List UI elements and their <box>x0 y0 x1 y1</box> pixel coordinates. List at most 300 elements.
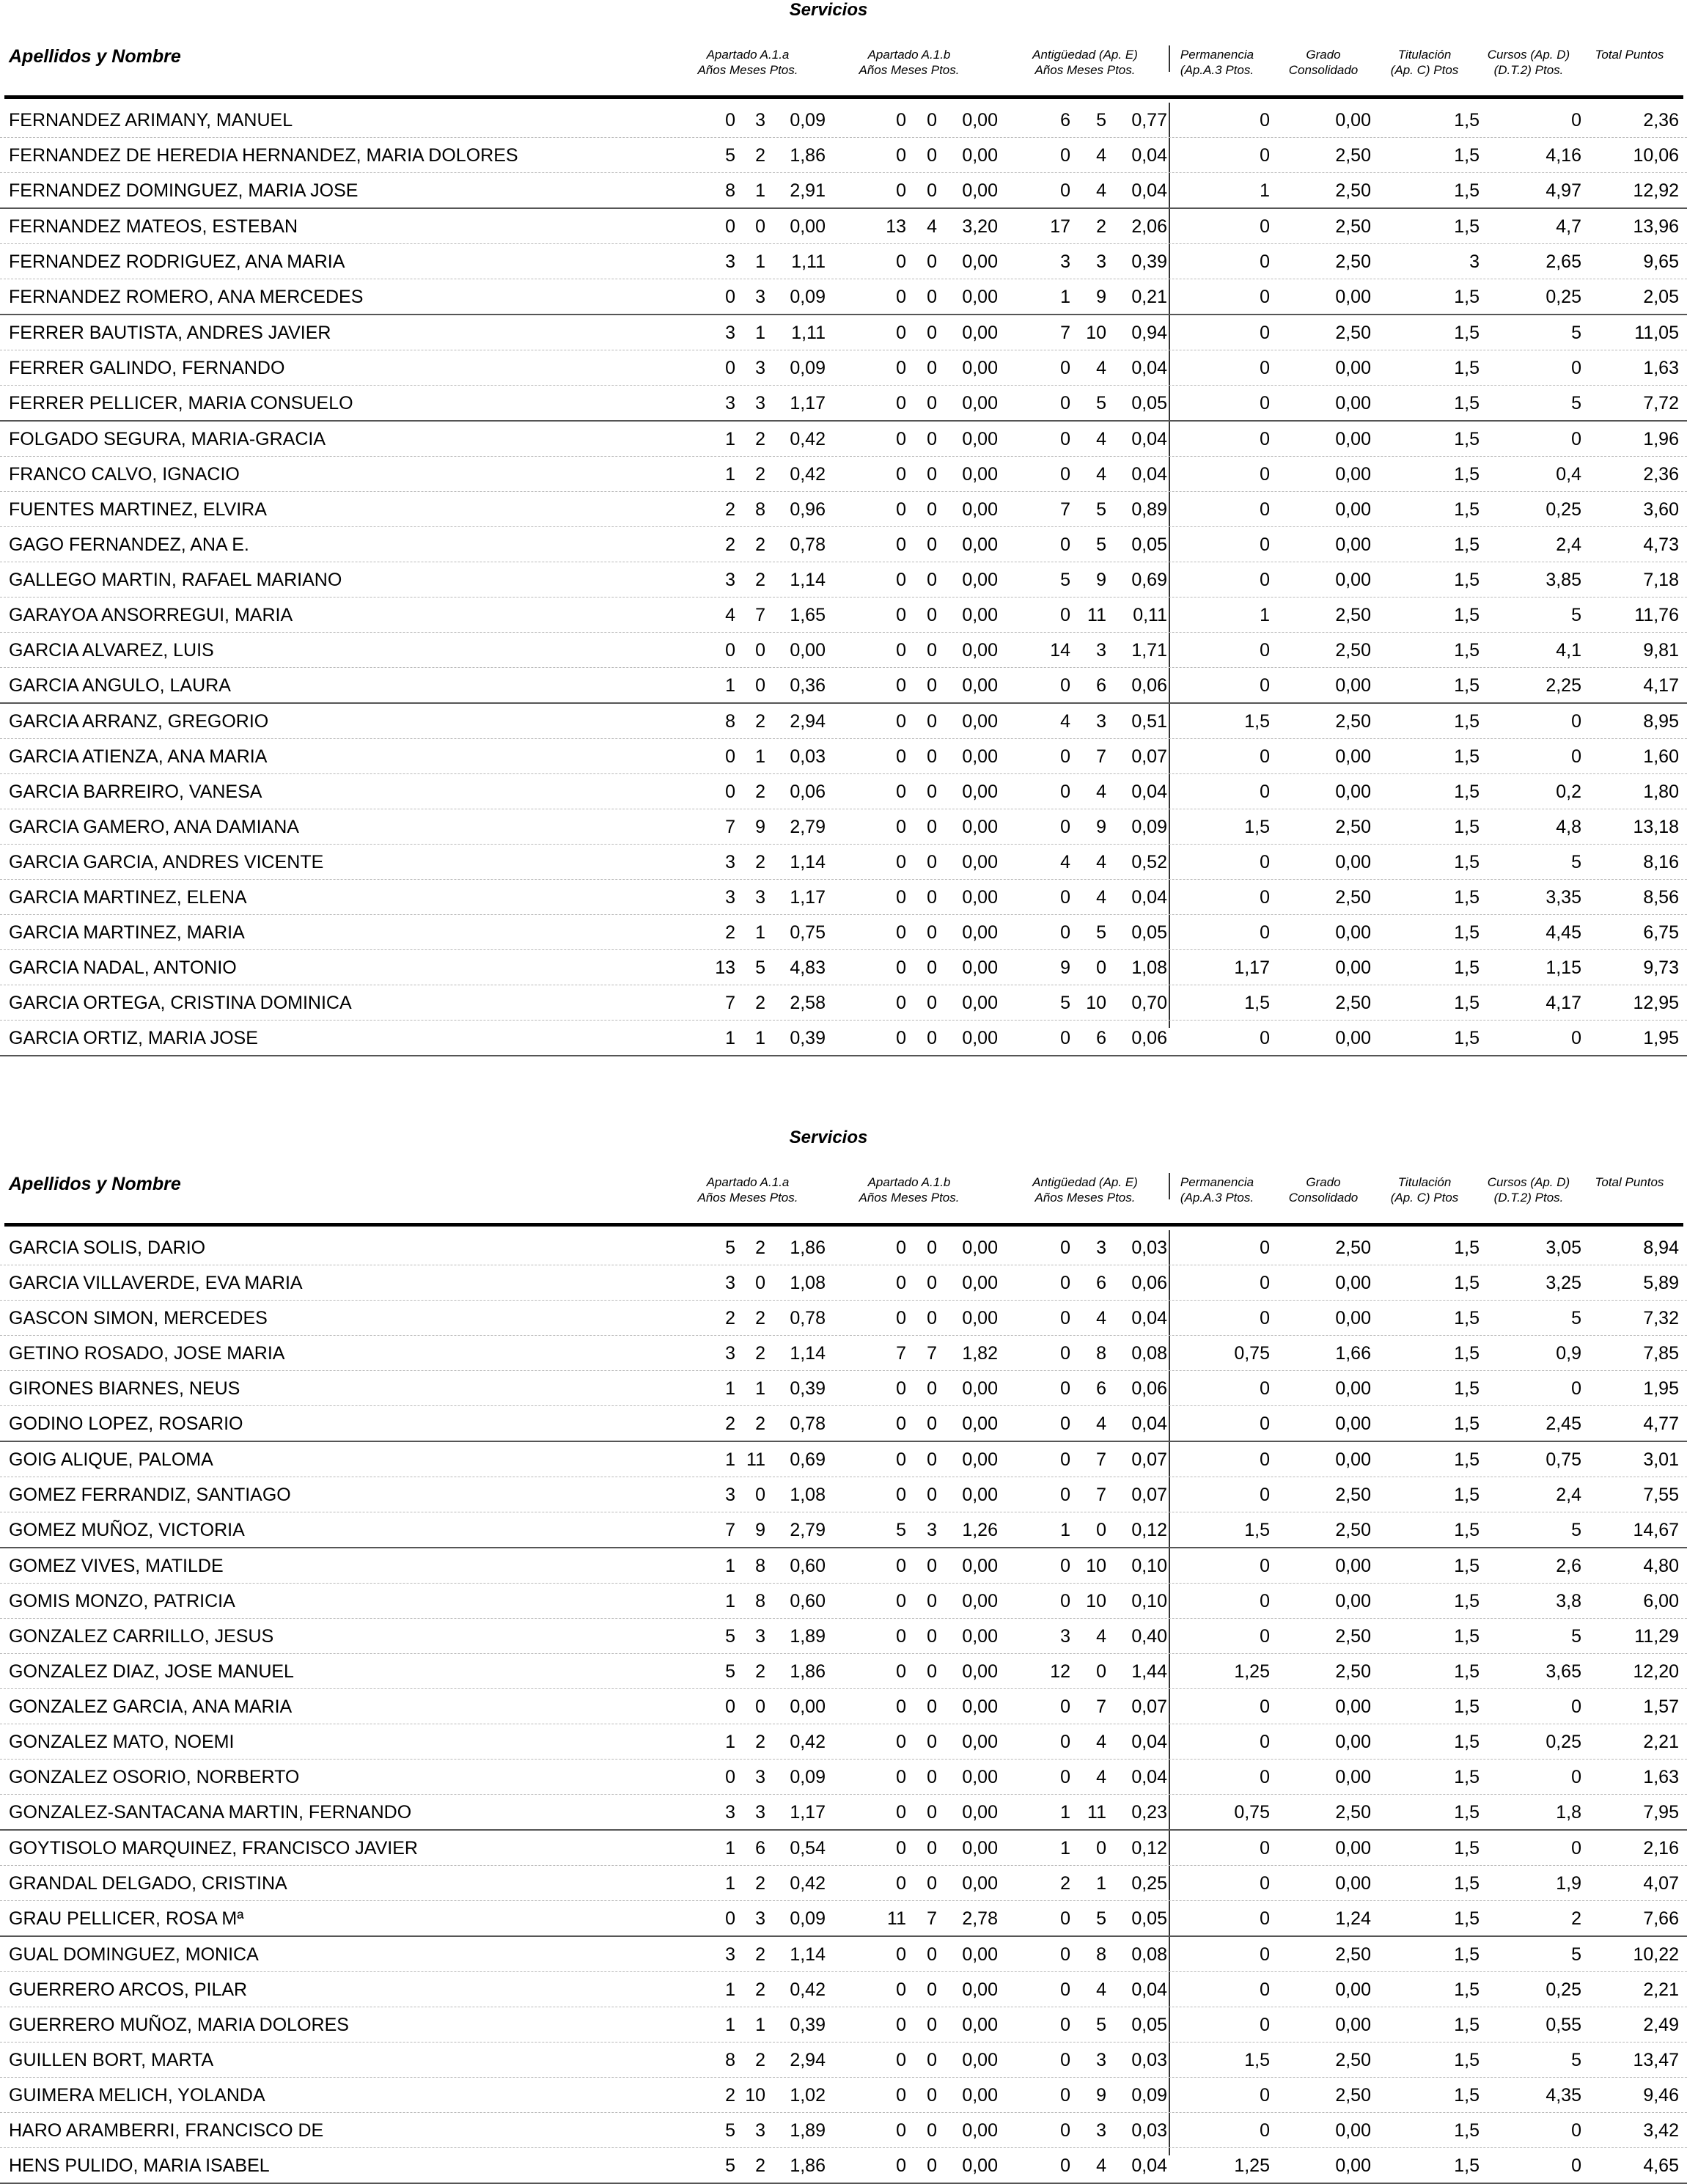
cell-a1a-points: 0,42 <box>790 464 826 485</box>
cell-permanencia: 1 <box>1260 180 1270 201</box>
cell-a1a-years: 4 <box>725 605 735 625</box>
cell-a1b-points: 0,00 <box>962 1413 998 1434</box>
cell-permanencia: 0 <box>1260 1838 1270 1858</box>
cell-a1a-points: 1,14 <box>790 1944 826 1965</box>
cell-antig-years: 0 <box>1060 2155 1070 2176</box>
cell-grado: 0,00 <box>1335 287 1371 307</box>
cell-a1a-years: 0 <box>725 1908 735 1929</box>
cell-antig-months: 3 <box>1096 2120 1106 2141</box>
cell-a1b-years: 0 <box>896 1944 906 1965</box>
col-header-grado: Grado Consolidado <box>1288 1175 1359 1205</box>
table-row <box>0 1512 1687 1548</box>
cell-permanencia: 0 <box>1260 1696 1270 1717</box>
cell-a1a-years: 1 <box>725 1979 735 2000</box>
table-row <box>0 244 1687 279</box>
cell-cursos: 2,6 <box>1556 1556 1581 1576</box>
cell-permanencia: 0 <box>1260 358 1270 378</box>
cell-a1b-years: 0 <box>896 817 906 837</box>
cell-a1a-months: 2 <box>755 464 765 485</box>
cell-antig-years: 0 <box>1060 922 1070 943</box>
cell-a1b-points: 0,00 <box>962 2120 998 2141</box>
cell-name: FERNANDEZ ROMERO, ANA MERCEDES <box>9 287 364 307</box>
cell-total: 13,47 <box>1633 2050 1679 2070</box>
cell-titulacion: 1,5 <box>1454 817 1480 837</box>
cell-a1a-years: 1 <box>725 1873 735 1894</box>
cell-antig-years: 0 <box>1060 1591 1070 1611</box>
cell-antig-months: 5 <box>1096 534 1106 555</box>
cell-a1b-points: 0,00 <box>962 2085 998 2106</box>
cell-a1a-points: 1,86 <box>790 1661 826 1682</box>
cell-titulacion: 1,5 <box>1454 110 1480 130</box>
cell-grado: 0,00 <box>1335 499 1371 520</box>
cell-grado: 2,50 <box>1335 993 1371 1013</box>
table-row <box>0 1021 1687 1056</box>
cell-a1b-points: 0,00 <box>962 464 998 485</box>
cell-cursos: 4,35 <box>1546 2085 1581 2106</box>
cell-a1b-months: 0 <box>927 817 937 837</box>
cell-antig-years: 0 <box>1060 675 1070 696</box>
col-header-total: Total Puntos <box>1595 1175 1664 1189</box>
cell-a1a-months: 7 <box>755 605 765 625</box>
cell-titulacion: 1,5 <box>1454 570 1480 590</box>
cell-cursos: 4,45 <box>1546 922 1581 943</box>
cell-titulacion: 1,5 <box>1454 640 1480 661</box>
cell-a1a-years: 3 <box>725 1273 735 1293</box>
cell-a1a-points: 1,17 <box>790 887 826 908</box>
cell-antig-years: 0 <box>1060 817 1070 837</box>
cell-cursos: 4,1 <box>1556 640 1581 661</box>
cell-titulacion: 1,5 <box>1454 1908 1480 1929</box>
cell-antig-years: 5 <box>1060 993 1070 1013</box>
cell-a1a-points: 0,39 <box>790 1378 826 1399</box>
cell-cursos: 0 <box>1571 1838 1581 1858</box>
cell-cursos: 5 <box>1571 1944 1581 1965</box>
cell-a1a-months: 1 <box>755 1028 765 1048</box>
cell-titulacion: 1,5 <box>1454 2155 1480 2176</box>
cell-a1b-years: 0 <box>896 1413 906 1434</box>
table-row <box>0 1866 1687 1901</box>
cell-antig-years: 1 <box>1060 1802 1070 1823</box>
cell-name: GODINO LOPEZ, ROSARIO <box>9 1413 243 1434</box>
table-row <box>0 2078 1687 2113</box>
cell-antig-points: 0,04 <box>1131 887 1167 908</box>
cell-total: 4,07 <box>1643 1873 1679 1894</box>
cell-titulacion: 1,5 <box>1454 1449 1480 1470</box>
cell-cursos: 0 <box>1571 358 1581 378</box>
cell-permanencia: 0 <box>1260 1378 1270 1399</box>
cell-antig-points: 0,94 <box>1131 323 1167 343</box>
cell-permanencia: 0 <box>1260 1238 1270 1258</box>
table-row <box>0 633 1687 668</box>
cell-a1b-months: 0 <box>927 1308 937 1328</box>
cell-grado: 1,24 <box>1335 1908 1371 1929</box>
cell-a1b-points: 0,00 <box>962 2050 998 2070</box>
cell-grado: 0,00 <box>1335 2120 1371 2141</box>
cell-a1b-years: 0 <box>896 605 906 625</box>
cell-a1b-months: 0 <box>927 675 937 696</box>
cell-a1a-months: 3 <box>755 1626 765 1647</box>
cell-cursos: 0 <box>1571 2120 1581 2141</box>
cell-a1b-months: 0 <box>927 287 937 307</box>
cell-a1a-years: 2 <box>725 1308 735 1328</box>
cell-total: 11,29 <box>1634 1626 1679 1647</box>
cell-a1b-points: 0,00 <box>962 1873 998 1894</box>
cell-antig-months: 4 <box>1096 464 1106 485</box>
cell-a1b-months: 0 <box>927 1028 937 1048</box>
cell-a1a-years: 2 <box>725 1413 735 1434</box>
cell-a1b-years: 0 <box>896 1556 906 1576</box>
cell-total: 14,67 <box>1633 1520 1679 1540</box>
cell-a1a-months: 2 <box>755 1661 765 1682</box>
cell-titulacion: 1,5 <box>1454 711 1480 732</box>
cell-antig-points: 0,04 <box>1131 180 1167 201</box>
cell-total: 12,92 <box>1633 180 1679 201</box>
cell-total: 1,96 <box>1643 429 1679 449</box>
cell-a1a-points: 0,78 <box>790 1413 826 1434</box>
cell-a1b-months: 0 <box>927 1378 937 1399</box>
cell-grado: 0,00 <box>1335 1378 1371 1399</box>
cell-titulacion: 1,5 <box>1454 852 1480 872</box>
cell-a1b-points: 0,00 <box>962 358 998 378</box>
cell-grado: 2,50 <box>1335 1661 1371 1682</box>
cell-name: GOYTISOLO MARQUINEZ, FRANCISCO JAVIER <box>9 1838 418 1858</box>
cell-antig-points: 0,03 <box>1131 2120 1167 2141</box>
cell-a1a-months: 2 <box>755 2155 765 2176</box>
cell-name: GUILLEN BORT, MARTA <box>9 2050 214 2070</box>
cell-antig-points: 0,09 <box>1131 817 1167 837</box>
cell-a1b-points: 0,00 <box>962 1944 998 1965</box>
cell-a1a-points: 0,42 <box>790 1979 826 2000</box>
cell-permanencia: 0 <box>1260 570 1270 590</box>
cell-a1b-years: 0 <box>896 2015 906 2035</box>
cell-a1a-months: 0 <box>755 1696 765 1717</box>
cell-a1a-months: 1 <box>755 922 765 943</box>
cell-a1a-points: 0,00 <box>790 1696 826 1717</box>
cell-a1a-points: 2,91 <box>790 180 826 201</box>
cell-antig-points: 0,05 <box>1131 1908 1167 1929</box>
cell-a1a-years: 2 <box>725 922 735 943</box>
cell-a1a-months: 2 <box>755 782 765 802</box>
cell-antig-years: 3 <box>1060 251 1070 272</box>
cell-a1a-points: 0,00 <box>790 640 826 661</box>
cell-a1a-months: 2 <box>755 1873 765 1894</box>
cell-a1a-points: 0,09 <box>790 110 826 130</box>
cell-antig-years: 0 <box>1060 1732 1070 1752</box>
cell-a1a-points: 2,79 <box>790 1520 826 1540</box>
cell-name: FUENTES MARTINEZ, ELVIRA <box>9 499 267 520</box>
cell-a1a-points: 0,09 <box>790 358 826 378</box>
cell-name: GOMIS MONZO, PATRICIA <box>9 1591 235 1611</box>
table-row <box>0 1972 1687 2007</box>
cell-cursos: 4,16 <box>1546 145 1581 166</box>
cell-name: GARCIA MARTINEZ, ELENA <box>9 887 247 908</box>
cell-titulacion: 1,5 <box>1454 323 1480 343</box>
cell-permanencia: 0 <box>1260 145 1270 166</box>
cell-antig-points: 0,05 <box>1131 2015 1167 2035</box>
cell-grado: 2,50 <box>1335 1626 1371 1647</box>
cell-a1a-points: 0,42 <box>790 429 826 449</box>
cell-a1b-months: 0 <box>927 464 937 485</box>
cell-antig-points: 0,07 <box>1131 1696 1167 1717</box>
cell-antig-years: 0 <box>1060 1767 1070 1787</box>
cell-a1a-points: 2,94 <box>790 711 826 732</box>
cell-name: FERRER BAUTISTA, ANDRES JAVIER <box>9 323 331 343</box>
cell-a1b-years: 0 <box>896 534 906 555</box>
cell-cursos: 1,15 <box>1546 957 1581 978</box>
cell-total: 11,76 <box>1634 605 1679 625</box>
cell-name: FERNANDEZ DE HEREDIA HERNANDEZ, MARIA DOLORES <box>9 145 518 166</box>
cell-antig-years: 0 <box>1060 1273 1070 1293</box>
cell-antig-months: 3 <box>1096 251 1106 272</box>
cell-a1a-months: 3 <box>755 110 765 130</box>
cell-antig-months: 9 <box>1096 2085 1106 2106</box>
cell-a1a-points: 0,39 <box>790 2015 826 2035</box>
cell-antig-years: 0 <box>1060 1696 1070 1717</box>
cell-antig-months: 4 <box>1096 852 1106 872</box>
cell-a1b-years: 0 <box>896 180 906 201</box>
cell-antig-years: 5 <box>1060 570 1070 590</box>
cell-a1b-months: 0 <box>927 1944 937 1965</box>
cell-grado: 0,00 <box>1335 1413 1371 1434</box>
cell-a1b-points: 0,00 <box>962 640 998 661</box>
cell-a1a-points: 1,02 <box>790 2085 826 2106</box>
cell-antig-years: 0 <box>1060 464 1070 485</box>
cell-titulacion: 1,5 <box>1454 922 1480 943</box>
cell-permanencia: 0 <box>1260 1908 1270 1929</box>
cell-a1b-points: 0,00 <box>962 922 998 943</box>
cell-a1b-points: 0,00 <box>962 180 998 201</box>
section-title: Servicios <box>789 0 868 20</box>
table-row <box>0 492 1687 527</box>
table-row <box>0 2043 1687 2078</box>
cell-name: FERNANDEZ RODRIGUEZ, ANA MARIA <box>9 251 345 272</box>
cell-total: 7,95 <box>1643 1802 1679 1823</box>
cell-a1a-months: 6 <box>755 1838 765 1858</box>
cell-a1a-years: 1 <box>725 1028 735 1048</box>
cell-a1b-years: 0 <box>896 1838 906 1858</box>
table-row <box>0 173 1687 209</box>
cell-total: 1,60 <box>1643 746 1679 767</box>
cell-total: 6,00 <box>1643 1591 1679 1611</box>
table-row <box>0 1442 1687 1477</box>
cell-a1b-points: 0,00 <box>962 817 998 837</box>
table-row <box>0 1301 1687 1336</box>
cell-antig-months: 11 <box>1087 605 1106 625</box>
cell-a1a-years: 7 <box>725 1520 735 1540</box>
cell-a1a-months: 0 <box>755 1273 765 1293</box>
cell-titulacion: 1,5 <box>1454 1838 1480 1858</box>
cell-name: FERRER GALINDO, FERNANDO <box>9 358 285 378</box>
cell-a1b-points: 0,00 <box>962 1028 998 1048</box>
cell-a1a-months: 1 <box>755 2015 765 2035</box>
cell-a1b-years: 0 <box>896 993 906 1013</box>
cell-cursos: 5 <box>1571 323 1581 343</box>
cell-a1b-months: 0 <box>927 323 937 343</box>
cell-permanencia: 0 <box>1260 2015 1270 2035</box>
cell-a1a-months: 3 <box>755 1802 765 1823</box>
cell-antig-months: 1 <box>1096 1873 1106 1894</box>
cell-antig-months: 4 <box>1096 782 1106 802</box>
cell-antig-months: 5 <box>1096 1908 1106 1929</box>
cell-a1b-years: 0 <box>896 1767 906 1787</box>
cell-a1b-months: 0 <box>927 1273 937 1293</box>
cell-a1a-years: 5 <box>725 2120 735 2141</box>
col-header-titulacion: Titulación (Ap. C) Ptos <box>1390 1175 1459 1205</box>
cell-name: GOMEZ MUÑOZ, VICTORIA <box>9 1520 245 1540</box>
cell-a1a-months: 3 <box>755 2120 765 2141</box>
cell-a1a-years: 0 <box>725 640 735 661</box>
cell-a1b-points: 0,00 <box>962 675 998 696</box>
cell-name: GARCIA BARREIRO, VANESA <box>9 782 262 802</box>
cell-antig-months: 6 <box>1096 675 1106 696</box>
cell-grado: 0,00 <box>1335 2155 1371 2176</box>
cell-grado: 0,00 <box>1335 110 1371 130</box>
cell-permanencia: 0 <box>1260 429 1270 449</box>
cell-a1b-years: 0 <box>896 2120 906 2141</box>
cell-name: GRAU PELLICER, ROSA Mª <box>9 1908 244 1929</box>
cell-titulacion: 1,5 <box>1454 1696 1480 1717</box>
cell-a1b-years: 0 <box>896 2050 906 2070</box>
cell-a1b-years: 0 <box>896 1308 906 1328</box>
cell-a1b-points: 0,00 <box>962 287 998 307</box>
cell-cursos: 3,05 <box>1546 1238 1581 1258</box>
table-row <box>0 562 1687 598</box>
cell-a1b-months: 0 <box>927 534 937 555</box>
cell-grado: 2,50 <box>1335 887 1371 908</box>
cell-antig-months: 0 <box>1096 1838 1106 1858</box>
cell-titulacion: 1,5 <box>1454 993 1480 1013</box>
col-header-a1a: Apartado A.1.a Años Meses Ptos. <box>697 48 798 77</box>
cell-antig-months: 5 <box>1096 393 1106 413</box>
cell-antig-months: 7 <box>1096 1696 1106 1717</box>
cell-titulacion: 1,5 <box>1454 1591 1480 1611</box>
cell-antig-points: 0,04 <box>1131 782 1167 802</box>
cell-cursos: 5 <box>1571 1626 1581 1647</box>
cell-a1b-points: 0,00 <box>962 499 998 520</box>
cell-permanencia: 0 <box>1260 640 1270 661</box>
cell-name: GARCIA ATIENZA, ANA MARIA <box>9 746 268 767</box>
cell-a1a-points: 0,75 <box>790 922 826 943</box>
cell-name: GOMEZ VIVES, MATILDE <box>9 1556 224 1576</box>
cell-antig-points: 0,89 <box>1131 499 1167 520</box>
cell-a1a-months: 3 <box>755 358 765 378</box>
cell-a1a-points: 1,08 <box>790 1273 826 1293</box>
cell-antig-months: 3 <box>1096 640 1106 661</box>
cell-a1b-months: 0 <box>927 852 937 872</box>
cell-grado: 0,00 <box>1335 1449 1371 1470</box>
cell-cursos: 0,4 <box>1556 464 1581 485</box>
cell-a1a-years: 1 <box>725 1732 735 1752</box>
cell-a1a-points: 1,65 <box>790 605 826 625</box>
cell-antig-points: 0,25 <box>1131 1873 1167 1894</box>
cell-name: FERNANDEZ ARIMANY, MANUEL <box>9 110 293 130</box>
table-body <box>0 103 1687 1056</box>
cell-permanencia: 0 <box>1260 782 1270 802</box>
cell-a1a-years: 2 <box>725 2085 735 2106</box>
cell-a1a-points: 0,96 <box>790 499 826 520</box>
table-row <box>0 880 1687 915</box>
cell-a1a-years: 1 <box>725 1449 735 1470</box>
cell-titulacion: 1,5 <box>1454 1767 1480 1787</box>
cell-cursos: 0 <box>1571 1696 1581 1717</box>
cell-a1b-years: 0 <box>896 711 906 732</box>
cell-a1a-points: 0,42 <box>790 1873 826 1894</box>
cell-a1b-points: 0,00 <box>962 1378 998 1399</box>
cell-total: 11,05 <box>1634 323 1679 343</box>
cell-a1a-months: 2 <box>755 2050 765 2070</box>
cell-cursos: 5 <box>1571 1520 1581 1540</box>
cell-permanencia: 0 <box>1260 852 1270 872</box>
header-rule <box>4 1223 1683 1227</box>
cell-a1a-months: 3 <box>755 887 765 908</box>
cell-total: 2,36 <box>1643 464 1679 485</box>
cell-a1b-points: 0,00 <box>962 1838 998 1858</box>
cell-a1a-months: 2 <box>755 1944 765 1965</box>
cell-a1a-months: 1 <box>755 746 765 767</box>
cell-permanencia: 0 <box>1260 1413 1270 1434</box>
cell-a1b-points: 1,82 <box>962 1343 998 1364</box>
cell-a1a-years: 0 <box>725 216 735 237</box>
cell-antig-points: 0,04 <box>1131 429 1167 449</box>
cell-a1a-years: 1 <box>725 429 735 449</box>
cell-a1a-months: 0 <box>755 640 765 661</box>
cell-permanencia: 0 <box>1260 1873 1270 1894</box>
cell-a1b-points: 0,00 <box>962 1696 998 1717</box>
col-header-permanencia: Permanencia (Ap.A.3 Ptos. <box>1180 1175 1254 1205</box>
cell-permanencia: 0 <box>1260 1556 1270 1576</box>
cell-a1a-years: 3 <box>725 1343 735 1364</box>
cell-a1b-months: 0 <box>927 2155 937 2176</box>
cell-total: 1,80 <box>1643 782 1679 802</box>
cell-antig-months: 4 <box>1096 1732 1106 1752</box>
cell-a1b-points: 0,00 <box>962 1661 998 1682</box>
cell-name: GUERRERO ARCOS, PILAR <box>9 1979 248 2000</box>
cell-a1a-months: 2 <box>755 534 765 555</box>
cell-a1b-points: 3,20 <box>962 216 998 237</box>
cell-a1b-years: 0 <box>896 145 906 166</box>
cell-antig-points: 0,12 <box>1131 1838 1167 1858</box>
cell-name: FERNANDEZ MATEOS, ESTEBAN <box>9 216 298 237</box>
cell-name: GARCIA MARTINEZ, MARIA <box>9 922 245 943</box>
cell-titulacion: 1,5 <box>1454 2015 1480 2035</box>
cell-a1a-years: 1 <box>725 1556 735 1576</box>
cell-a1b-years: 0 <box>896 393 906 413</box>
cell-grado: 0,00 <box>1335 570 1371 590</box>
cell-antig-points: 0,52 <box>1131 852 1167 872</box>
cell-antig-points: 0,21 <box>1131 287 1167 307</box>
cell-antig-months: 5 <box>1096 2015 1106 2035</box>
cell-antig-months: 4 <box>1096 1767 1106 1787</box>
cell-a1a-years: 5 <box>725 1238 735 1258</box>
cell-antig-months: 5 <box>1096 499 1106 520</box>
cell-antig-years: 0 <box>1060 1413 1070 1434</box>
table-row <box>0 1831 1687 1866</box>
cell-cursos: 2 <box>1571 1908 1581 1929</box>
cell-a1a-months: 3 <box>755 1908 765 1929</box>
cell-grado: 2,50 <box>1335 216 1371 237</box>
cell-permanencia: 0 <box>1260 1308 1270 1328</box>
table-row <box>0 1724 1687 1760</box>
cell-a1b-months: 0 <box>927 1838 937 1858</box>
cell-cursos: 0 <box>1571 1378 1581 1399</box>
cell-antig-points: 0,03 <box>1131 2050 1167 2070</box>
cell-grado: 0,00 <box>1335 922 1371 943</box>
cell-a1a-points: 1,17 <box>790 393 826 413</box>
cell-permanencia: 0 <box>1260 1449 1270 1470</box>
cell-a1a-points: 1,08 <box>790 1485 826 1505</box>
cell-a1a-months: 0 <box>755 216 765 237</box>
cell-name: GARCIA ORTIZ, MARIA JOSE <box>9 1028 258 1048</box>
